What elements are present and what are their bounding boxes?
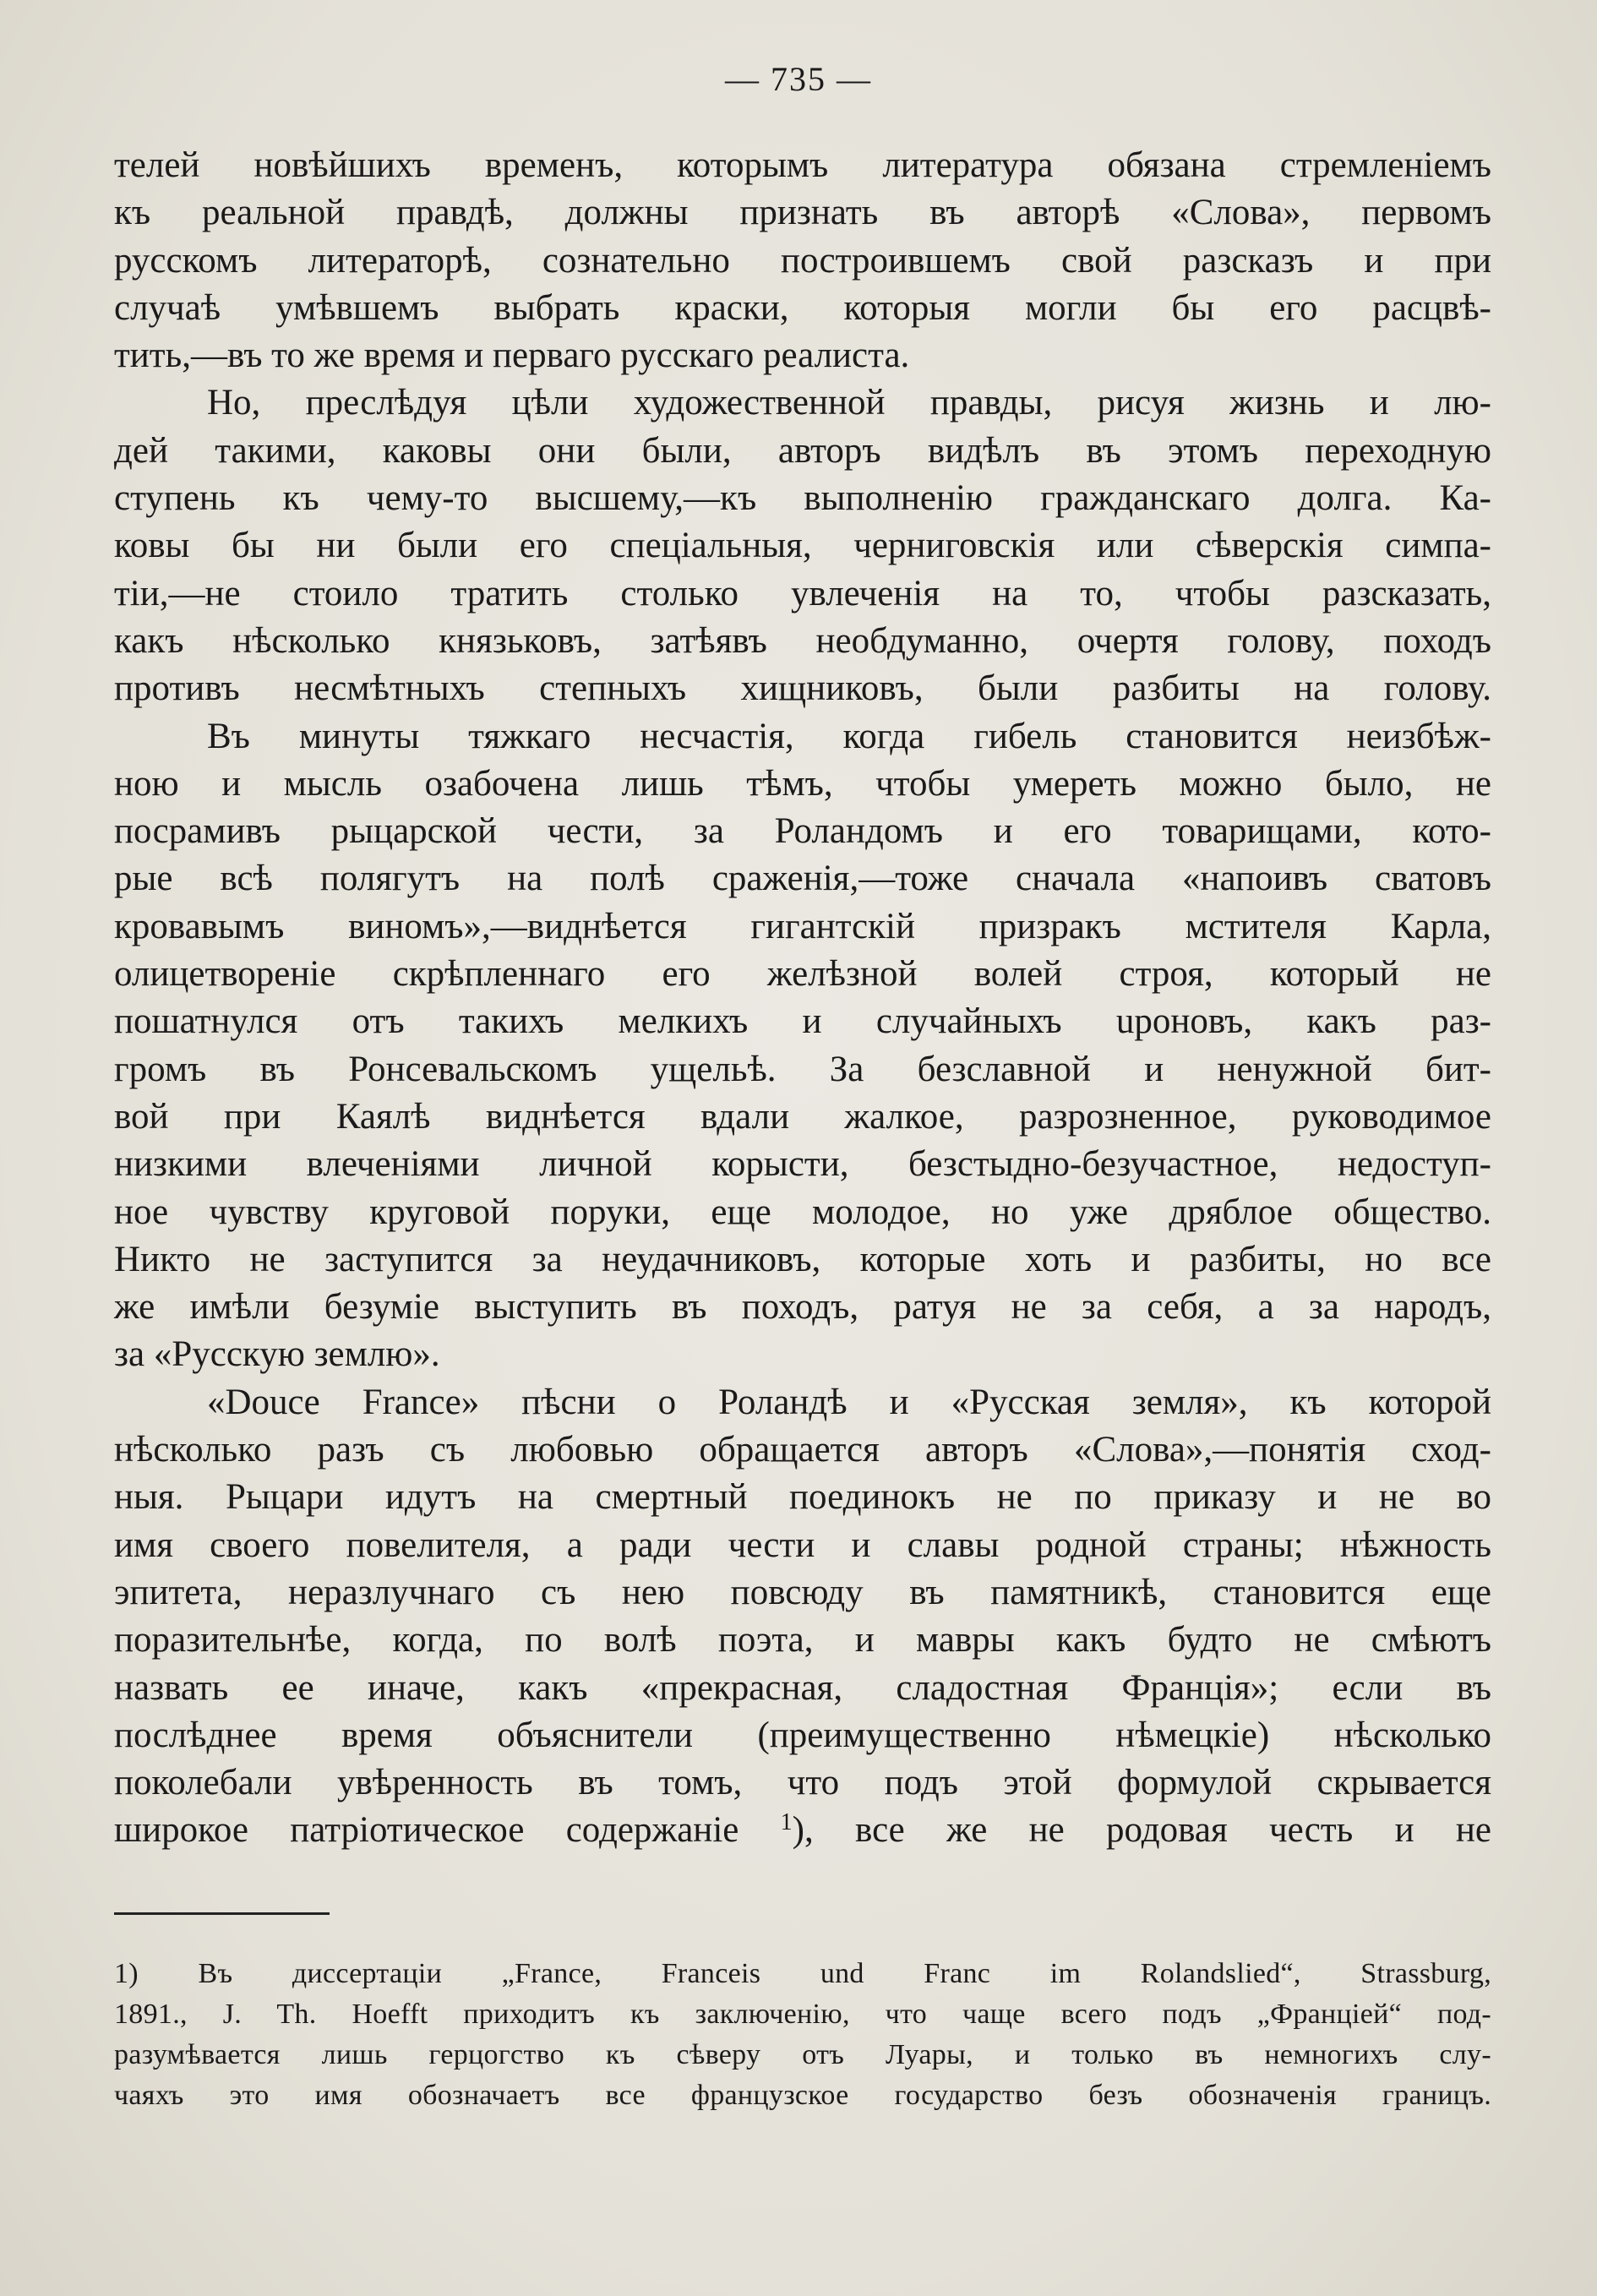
text-line: ныя. Рыцари идутъ на смертный поединокъ не по приказу и не во xyxy=(114,1477,1491,1518)
text-line: послѣднее время объяснители (преимущественно нѣмецкіе) нѣсколько xyxy=(114,1715,1491,1755)
text-line: ковы бы ни были его спеціальныя, черниговскія или сѣверскія симпа- xyxy=(114,526,1491,566)
text-line: случаѣ умѣвшемъ выбрать краски, которыя могли бы его расцвѣ- xyxy=(114,287,1491,328)
text-line: къ реальной правдѣ, должны признать въ авторѣ «Слова», первомъ xyxy=(114,193,1491,233)
text-line: ное чувству круговой поруки, еще молодое, но уже дряблое общество. xyxy=(114,1192,1491,1232)
text-line: олицетвореніе скрѣпленнаго его желѣзной волей строя, который не xyxy=(114,954,1491,995)
text-line: противъ несмѣтныхъ степныхъ хищниковъ, были разбиты на голову. xyxy=(114,668,1491,709)
text-line: ступень къ чему-то высшему,—къ выполненію гражданскаго долга. Ка- xyxy=(114,478,1491,519)
text-line: назвать ее иначе, какъ «прекрасная, сладостная Франція»; если въ xyxy=(114,1667,1491,1708)
main-text xyxy=(114,142,1491,1855)
footnote-reference: 1 xyxy=(780,1809,793,1836)
text-line: посрамивъ рыцарской чести, за Роландомъ и его товарищами, кото- xyxy=(114,811,1491,852)
text-line: имя своего повелителя, а ради чести и славы родной страны; нѣжность xyxy=(114,1524,1491,1565)
footnote-line: разумѣвается лишь герцогство къ сѣверу отъ Луары, и только въ немногихъ слу- xyxy=(114,2039,1491,2070)
footnote-line: чаяхъ это имя обозначаетъ все французское государство безъ обозначенія границъ. xyxy=(114,2080,1491,2111)
text-line: поразительнѣе, когда, по волѣ поэта, и мавры какъ будто не смѣютъ xyxy=(114,1620,1491,1661)
text-line: Въ минуты тяжкаго несчастія, когда гибель становится неизбѣж- xyxy=(207,716,1491,756)
text-line: за «Русскую землю». xyxy=(114,1334,440,1375)
text-line: поколебали увѣренность въ томъ, что подъ этой формулой скрывается xyxy=(114,1763,1491,1803)
footnote-line: 1891., J. Th. Hoefft приходитъ къ заключенію, что чаще всего подъ „Франціей“ под- xyxy=(114,1999,1491,2030)
text-fragment: широкое патріотическое содержаніе xyxy=(114,1810,739,1851)
text-line: кровавымъ виномъ»,—виднѣется гигантскій призракъ мстителя Карла, xyxy=(114,906,1491,946)
text-line: тить,—въ то же время и перваго русскаго реалиста. xyxy=(114,335,910,376)
text-line: низкими влеченіями личной корысти, безстыдно-безучастное, недоступ- xyxy=(114,1144,1491,1185)
text-line: дей такими, каковы они были, авторъ видѣлъ въ этомъ переходную xyxy=(114,430,1491,471)
text-line: Никто не заступится за неудачниковъ, которые хоть и разбиты, но все xyxy=(114,1239,1491,1279)
text-line: русскомъ литераторѣ, сознательно построившемъ свой разсказъ и при xyxy=(114,240,1491,281)
text-line: какъ нѣсколько князьковъ, затѣявъ необдуманно, очертя голову, походъ xyxy=(114,620,1491,661)
text-line: пошатнулся отъ такихъ мелкихъ и случайныхъ uроновъ, какъ раз- xyxy=(114,1001,1491,1042)
text-line: ною и мысль озабочена лишь тѣмъ, чтобы умереть можно было, не xyxy=(114,763,1491,804)
paragraph-4 xyxy=(114,1379,1491,1855)
paragraph-2 xyxy=(114,379,1491,712)
paragraph-3 xyxy=(114,713,1491,1379)
text-line: вой при Каялѣ виднѣется вдали жалкое, разрозненное, руководимое xyxy=(114,1096,1491,1137)
text-line: нѣсколько разъ съ любовью обращается авторъ «Слова»,—понятія сход- xyxy=(114,1430,1491,1470)
footnote-rule xyxy=(114,1912,330,1915)
text-line: «Douce France» пѣсни о Роландѣ и «Русская земля», къ которой xyxy=(207,1382,1491,1422)
text-line: Но, преслѣдуя цѣли художественной правды, рисуя жизнь и лю- xyxy=(207,383,1491,423)
text-line: рые всѣ полягутъ на полѣ сраженія,—тоже сначала «напоивъ сватовъ xyxy=(114,859,1491,899)
footnote xyxy=(114,1954,1491,2116)
text-line: же имѣли безуміе выступить въ походъ, ратуя не за себя, а за народъ, xyxy=(114,1287,1491,1328)
footnote-line: 1) Въ диссертаціи „France, Franceis und Franc im Rolandslied“, Strassburg, xyxy=(114,1958,1491,1989)
page-number: — 735 — xyxy=(725,60,872,98)
text-line-with-note xyxy=(114,1807,1491,1854)
paragraph-1 xyxy=(114,142,1491,379)
text-line: телей новѣйшихъ временъ, которымъ литература обязана стремленіемъ xyxy=(114,145,1491,185)
text-line: громъ въ Ронсевальскомъ ущельѣ. За безславной и ненужной бит- xyxy=(114,1049,1491,1089)
text-line: эпитета, неразлучнаго съ нею повсюду въ памятникѣ, становится еще xyxy=(114,1572,1491,1612)
text-fragment: ), все же не родовая честь и не xyxy=(792,1810,1491,1851)
text-line: тіи,—не стоило тратить столько увлеченія на то, чтобы разсказать, xyxy=(114,573,1491,614)
